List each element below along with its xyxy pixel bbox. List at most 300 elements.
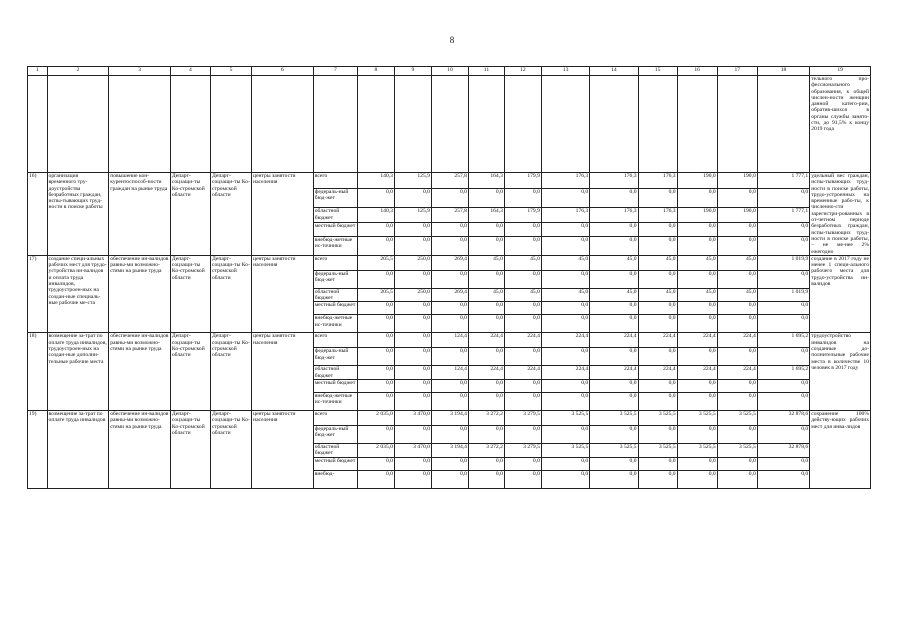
table-row <box>28 255 871 270</box>
empty-cell <box>28 76 48 173</box>
empty-cell <box>170 76 210 173</box>
header-cell: 12 <box>504 67 541 76</box>
funding-source: всего <box>313 411 357 426</box>
amount-cell: 0,0 <box>431 302 468 315</box>
amount-cell: 45,0 <box>504 255 541 270</box>
amount-cell: 176,3 <box>541 208 589 223</box>
amount-cell: 190,0 <box>677 173 717 189</box>
amount-cell: 0,0 <box>717 315 757 333</box>
amount-cell: 0,0 <box>717 270 757 288</box>
amount-cell: 0,0 <box>757 270 809 288</box>
amount-cell: 0,0 <box>590 348 638 366</box>
header-cell: 18 <box>757 67 809 76</box>
amount-cell: 164,3 <box>468 173 504 189</box>
amount-cell: 0,0 <box>504 426 541 444</box>
amount-cell: 0,0 <box>757 189 809 208</box>
amount-cell: 0,0 <box>541 470 589 488</box>
amount-cell: 0,0 <box>677 348 717 366</box>
amount-cell: 124,4 <box>431 366 468 380</box>
amount-cell: 0,0 <box>357 222 394 236</box>
amount-cell: 45,0 <box>590 288 638 302</box>
executor-cell: Департ-соцзащи-ты Ко-стромской области <box>170 333 210 411</box>
amount-cell: 0,0 <box>757 315 809 333</box>
amount-cell: 0,0 <box>394 366 431 380</box>
amount-cell: 3 194,4 <box>431 411 468 426</box>
amount-cell: 250,0 <box>394 255 431 270</box>
amount-cell: 0,0 <box>504 189 541 208</box>
amount-cell: 224,4 <box>717 366 757 380</box>
amount-cell: 140,3 <box>357 208 394 223</box>
amount-cell: 0,0 <box>590 470 638 488</box>
amount-cell: 0,0 <box>677 302 717 315</box>
amount-cell: 3 470,0 <box>394 411 431 426</box>
partners-cell: центры занятости населения <box>252 255 314 333</box>
amount-cell: 0,0 <box>431 426 468 444</box>
empty-cell <box>468 76 504 173</box>
amount-cell: 0,0 <box>357 380 394 393</box>
amount-cell: 0,0 <box>468 457 504 470</box>
amount-cell: 0,0 <box>468 470 504 488</box>
funding-source: внебюд-жетные ис-точники <box>313 315 357 333</box>
empty-cell <box>757 76 809 173</box>
amount-cell: 0,0 <box>757 393 809 411</box>
funding-source: всего <box>313 173 357 189</box>
amount-cell: 0,0 <box>677 380 717 393</box>
amount-cell: 1 777,1 <box>757 173 809 189</box>
amount-cell: 190,0 <box>717 173 757 189</box>
amount-cell: 224,4 <box>468 333 504 348</box>
amount-cell: 0,0 <box>638 315 677 333</box>
measure-task: обеспечение ин-валидов равны-ми возможно-стями на рынке труда <box>109 255 171 333</box>
amount-cell: 0,0 <box>504 222 541 236</box>
empty-cell <box>717 76 757 173</box>
amount-cell: 1 695,2 <box>757 366 809 380</box>
amount-cell: 3 525,5 <box>590 444 638 458</box>
funding-source: всего <box>313 255 357 270</box>
empty-cell <box>638 76 677 173</box>
amount-cell: 0,0 <box>431 236 468 255</box>
amount-cell: 0,0 <box>431 393 468 411</box>
amount-cell: 0,0 <box>717 393 757 411</box>
amount-cell: 0,0 <box>468 270 504 288</box>
funding-source: местный бюджет <box>313 380 357 393</box>
amount-cell: 0,0 <box>677 270 717 288</box>
amount-cell: 3 525,5 <box>677 411 717 426</box>
amount-cell: 0,0 <box>590 457 638 470</box>
amount-cell: 0,0 <box>357 302 394 315</box>
amount-cell: 0,0 <box>357 470 394 488</box>
empty-cell <box>541 76 589 173</box>
funding-source: областной бюджет <box>313 288 357 302</box>
amount-cell: 3 279,5 <box>504 444 541 458</box>
amount-cell: 0,0 <box>757 426 809 444</box>
amount-cell: 0,0 <box>638 457 677 470</box>
amount-cell: 176,3 <box>541 173 589 189</box>
amount-cell: 0,0 <box>541 315 589 333</box>
amount-cell: 45,0 <box>468 255 504 270</box>
funding-source: областной бюджет <box>313 366 357 380</box>
amount-cell: 0,0 <box>590 236 638 255</box>
amount-cell: 0,0 <box>590 426 638 444</box>
row-number: 16) <box>28 173 48 256</box>
amount-cell: 45,0 <box>717 288 757 302</box>
measure-name: создание специ-альных рабочих мест для трудо-устройства ин-валидов и оплата труда инвалидов, трудоустроен-ных на создан-ные специаль-ные рабочие ме-ста <box>47 255 109 333</box>
amount-cell: 3 525,5 <box>677 444 717 458</box>
header-cell: 11 <box>468 67 504 76</box>
amount-cell: 0,0 <box>504 270 541 288</box>
amount-cell: 0,0 <box>394 222 431 236</box>
amount-cell: 0,0 <box>717 302 757 315</box>
amount-cell: 0,0 <box>504 315 541 333</box>
amount-cell: 45,0 <box>717 255 757 270</box>
amount-cell: 0,0 <box>717 189 757 208</box>
amount-cell: 224,4 <box>541 366 589 380</box>
amount-cell: 3 525,5 <box>717 444 757 458</box>
amount-cell: 0,0 <box>468 222 504 236</box>
amount-cell: 0,0 <box>638 236 677 255</box>
header-cell: 13 <box>541 67 589 76</box>
amount-cell: 179,9 <box>504 208 541 223</box>
partners-cell: центры занятости населения <box>252 333 314 411</box>
amount-cell: 0,0 <box>638 348 677 366</box>
amount-cell: 0,0 <box>541 302 589 315</box>
amount-cell: 0,0 <box>590 380 638 393</box>
amount-cell: 224,4 <box>541 333 589 348</box>
amount-cell: 125,9 <box>394 173 431 189</box>
amount-cell: 0,0 <box>541 457 589 470</box>
amount-cell: 0,0 <box>757 380 809 393</box>
amount-cell: 45,0 <box>590 255 638 270</box>
amount-cell: 45,0 <box>677 255 717 270</box>
amount-cell: 0,0 <box>468 189 504 208</box>
amount-cell: 0,0 <box>431 270 468 288</box>
amount-cell: 45,0 <box>541 255 589 270</box>
amount-cell: 224,4 <box>717 333 757 348</box>
measure-task: повышение кон-курентоспособ-ности граждан на рынке труда <box>109 173 171 256</box>
amount-cell: 0,0 <box>677 189 717 208</box>
measure-task: обеспечение ин-валидов равны-ми возможно-стями на рынке труда <box>109 333 171 411</box>
amount-cell: 257,8 <box>431 208 468 223</box>
measure-name: организация временного тру-доустройства безработных граждан, испы-тывающих труд-ности в поиске работы <box>47 173 109 256</box>
amount-cell: 45,0 <box>504 288 541 302</box>
amount-cell: 0,0 <box>431 189 468 208</box>
amount-cell: 250,0 <box>394 288 431 302</box>
amount-cell: 0,0 <box>590 222 638 236</box>
amount-cell: 0,0 <box>357 393 394 411</box>
amount-cell: 0,0 <box>431 470 468 488</box>
funding-source: областной бюджет <box>313 208 357 223</box>
row-number: 18) <box>28 333 48 411</box>
amount-cell: 0,0 <box>431 222 468 236</box>
amount-cell: 224,4 <box>677 333 717 348</box>
amount-cell: 179,9 <box>504 173 541 189</box>
amount-cell: 0,0 <box>504 302 541 315</box>
amount-cell: 0,0 <box>394 270 431 288</box>
amount-cell: 2 035,0 <box>357 411 394 426</box>
funding-source: внебюд-жетные ис-точники <box>313 393 357 411</box>
amount-cell: 190,0 <box>717 208 757 223</box>
amount-cell: 0,0 <box>638 302 677 315</box>
amount-cell: 0,0 <box>394 457 431 470</box>
header-cell: 10 <box>431 67 468 76</box>
amount-cell: 224,4 <box>638 333 677 348</box>
amount-cell: 140,3 <box>357 173 394 189</box>
amount-cell: 1 695,2 <box>757 333 809 348</box>
amount-cell: 0,0 <box>394 315 431 333</box>
header-cell: 1 <box>28 67 48 76</box>
amount-cell: 0,0 <box>504 380 541 393</box>
amount-cell: 0,0 <box>394 236 431 255</box>
amount-cell: 3 272,2 <box>468 411 504 426</box>
continuation-row <box>28 76 871 173</box>
funding-source: федераль-ный бюд-жет <box>313 426 357 444</box>
header-cell: 5 <box>210 67 251 76</box>
amount-cell: 0,0 <box>394 393 431 411</box>
indicator-cell: удельный вес граждан, испы-тывающих труд-ности в поиске работы, трудо-устроенных на временные рабо-ты, к численно-сти зарегистри-рованных в от-четном периоде безработных граждан, испы-тывающих труд-ности в поиске работы, – не ме-нее 2% ежегодно <box>811 173 869 255</box>
header-cell: 4 <box>170 67 210 76</box>
amount-cell: 0,0 <box>717 470 757 488</box>
amount-cell: 0,0 <box>468 426 504 444</box>
amount-cell: 0,0 <box>394 380 431 393</box>
amount-cell: 224,4 <box>677 366 717 380</box>
header-cell: 8 <box>357 67 394 76</box>
header-row <box>28 67 871 76</box>
amount-cell: 0,0 <box>757 470 809 488</box>
amount-cell: 0,0 <box>541 236 589 255</box>
amount-cell: 0,0 <box>677 393 717 411</box>
amount-cell: 0,0 <box>638 380 677 393</box>
amount-cell: 125,9 <box>394 208 431 223</box>
measure-task: обеспечение ин-валидов равны-ми возможно-стями на рынке труда <box>109 411 171 489</box>
amount-cell: 3 525,5 <box>541 411 589 426</box>
amount-cell: 205,5 <box>357 255 394 270</box>
empty-cell <box>252 76 314 173</box>
amount-cell: 0,0 <box>357 189 394 208</box>
amount-cell: 0,0 <box>468 302 504 315</box>
amount-cell: 45,0 <box>468 288 504 302</box>
amount-cell: 0,0 <box>504 393 541 411</box>
amount-cell: 0,0 <box>541 393 589 411</box>
amount-cell: 45,0 <box>541 288 589 302</box>
amount-cell: 0,0 <box>394 348 431 366</box>
executor-cell: Департ-соцзащи-ты Ко-стромской области <box>210 173 251 256</box>
amount-cell: 0,0 <box>394 189 431 208</box>
amount-cell: 0,0 <box>638 426 677 444</box>
amount-cell: 269,4 <box>431 288 468 302</box>
empty-cell <box>47 76 109 173</box>
amount-cell: 224,4 <box>638 366 677 380</box>
table-row <box>28 333 871 348</box>
empty-cell <box>313 76 357 173</box>
amount-cell: 0,0 <box>357 333 394 348</box>
amount-cell: 0,0 <box>677 222 717 236</box>
amount-cell: 0,0 <box>394 333 431 348</box>
amount-cell: 0,0 <box>717 236 757 255</box>
amount-cell: 32 878,6 <box>757 411 809 426</box>
measure-name: возмещение за-трат по оплате труда инвалидов, трудоустроен-ных на создан-ные дополни-тельные рабочие места <box>47 333 109 411</box>
amount-cell: 1 777,1 <box>757 208 809 223</box>
executor-cell: Департ-соцзащи-ты Ко-стромской области <box>170 173 210 256</box>
amount-cell: 224,4 <box>504 333 541 348</box>
amount-cell: 0,0 <box>357 366 394 380</box>
amount-cell: 0,0 <box>541 270 589 288</box>
header-cell: 9 <box>394 67 431 76</box>
amount-cell: 0,0 <box>638 470 677 488</box>
amount-cell: 1 019,9 <box>757 255 809 270</box>
empty-cell <box>210 76 251 173</box>
funding-source: местный бюджет <box>313 222 357 236</box>
amount-cell: 0,0 <box>590 270 638 288</box>
amount-cell: 0,0 <box>357 315 394 333</box>
executor-cell: Департ-соцзащи-ты Ко-стромской области <box>210 255 251 333</box>
amount-cell: 0,0 <box>431 348 468 366</box>
amount-cell: 0,0 <box>541 222 589 236</box>
amount-cell: 3 525,5 <box>717 411 757 426</box>
amount-cell: 3 279,5 <box>504 411 541 426</box>
amount-cell: 0,0 <box>757 236 809 255</box>
indicator-cell: создание в 2017 году не менее 1 специ-ального рабочего места для трудо-устройства ин-валидов <box>810 255 871 333</box>
row-number: 17) <box>28 255 48 333</box>
amount-cell: 176,3 <box>590 208 638 223</box>
amount-cell: 0,0 <box>468 236 504 255</box>
amount-cell: 0,0 <box>357 457 394 470</box>
amount-cell: 0,0 <box>394 426 431 444</box>
amount-cell: 0,0 <box>717 457 757 470</box>
amount-cell: 0,0 <box>638 189 677 208</box>
amount-cell: 0,0 <box>504 457 541 470</box>
indicator-cell: трудоустройство инвалидов на созданные до-полнительные рабочие места в количестве 10 человек в 2017 году <box>810 333 871 411</box>
indicator-cell: сохранение 100% действу-ющих рабочих мест для инва-лидов <box>810 411 871 489</box>
row-number: 19) <box>28 411 48 489</box>
amount-cell: 0,0 <box>468 380 504 393</box>
amount-cell: 0,0 <box>431 315 468 333</box>
header-cell: 3 <box>109 67 171 76</box>
amount-cell: 0,0 <box>357 348 394 366</box>
executor-cell: Департ-соцзащи-ты Ко-стромской области <box>170 411 210 489</box>
amount-cell: 2 035,0 <box>357 444 394 458</box>
amount-cell: 0,0 <box>677 426 717 444</box>
executor-cell: Департ-соцзащи-ты Ко-стромской области <box>170 255 210 333</box>
amount-cell: 3 272,2 <box>468 444 504 458</box>
amount-cell: 0,0 <box>677 236 717 255</box>
funding-source: внебюд- <box>313 470 357 488</box>
table-row <box>28 173 871 189</box>
amount-cell: 3 470,0 <box>394 444 431 458</box>
amount-cell: 0,0 <box>357 236 394 255</box>
header-cell: 2 <box>47 67 109 76</box>
amount-cell: 0,0 <box>757 222 809 236</box>
header-cell: 19 <box>810 67 871 76</box>
amount-cell: 0,0 <box>590 302 638 315</box>
amount-cell: 0,0 <box>677 315 717 333</box>
empty-cell <box>394 76 431 173</box>
amount-cell: 0,0 <box>590 189 638 208</box>
amount-cell: 269,4 <box>431 255 468 270</box>
amount-cell: 45,0 <box>677 288 717 302</box>
amount-cell: 0,0 <box>504 348 541 366</box>
funding-source: местный бюджет <box>313 302 357 315</box>
amount-cell: 0,0 <box>541 348 589 366</box>
amount-cell: 224,4 <box>590 366 638 380</box>
amount-cell: 0,0 <box>638 222 677 236</box>
partners-cell: центры занятости населения <box>252 173 314 256</box>
amount-cell: 0,0 <box>357 270 394 288</box>
amount-cell: 0,0 <box>590 393 638 411</box>
partners-cell: центры занятости населения <box>252 411 314 489</box>
header-cell: 7 <box>313 67 357 76</box>
empty-cell <box>504 76 541 173</box>
amount-cell: 0,0 <box>394 470 431 488</box>
amount-cell: 176,3 <box>590 173 638 189</box>
amount-cell: 1 019,9 <box>757 288 809 302</box>
amount-cell: 3 525,5 <box>541 444 589 458</box>
measure-name: возмещение за-трат по оплате труда инвалидов <box>47 411 109 489</box>
header-cell: 17 <box>717 67 757 76</box>
amount-cell: 0,0 <box>757 302 809 315</box>
amount-cell: 0,0 <box>357 426 394 444</box>
amount-cell: 0,0 <box>431 457 468 470</box>
amount-cell: 224,4 <box>504 366 541 380</box>
amount-cell: 0,0 <box>590 315 638 333</box>
amount-cell: 0,0 <box>541 189 589 208</box>
amount-cell: 3 525,5 <box>638 411 677 426</box>
amount-cell: 0,0 <box>677 470 717 488</box>
amount-cell: 0,0 <box>541 380 589 393</box>
amount-cell: 3 525,5 <box>638 444 677 458</box>
header-cell: 14 <box>590 67 638 76</box>
amount-cell: 32 878,6 <box>757 444 809 458</box>
amount-cell: 176,3 <box>638 208 677 223</box>
amount-cell: 224,4 <box>468 366 504 380</box>
amount-cell: 45,0 <box>638 288 677 302</box>
funding-source: федераль-ный бюд-жет <box>313 189 357 208</box>
amount-cell: 0,0 <box>638 393 677 411</box>
amount-cell: 0,0 <box>468 393 504 411</box>
amount-cell: 257,8 <box>431 173 468 189</box>
funding-source: федераль-ный бюд-жет <box>313 348 357 366</box>
amount-cell: 45,0 <box>638 255 677 270</box>
funding-source: местный бюджет <box>313 457 357 470</box>
amount-cell: 0,0 <box>717 426 757 444</box>
amount-cell: 0,0 <box>717 348 757 366</box>
amount-cell: 0,0 <box>757 348 809 366</box>
header-cell: 16 <box>677 67 717 76</box>
amount-cell: 3 194,4 <box>431 444 468 458</box>
amount-cell: 0,0 <box>431 380 468 393</box>
funding-source: областной бюджет <box>313 444 357 458</box>
amount-cell: 224,4 <box>590 333 638 348</box>
funding-source: федераль-ный бюд-жет <box>313 270 357 288</box>
amount-cell: 0,0 <box>717 380 757 393</box>
amount-cell: 0,0 <box>504 470 541 488</box>
amount-cell: 0,0 <box>757 457 809 470</box>
funding-source: всего <box>313 333 357 348</box>
amount-cell: 0,0 <box>677 457 717 470</box>
empty-cell <box>677 76 717 173</box>
program-table <box>27 66 871 489</box>
executor-cell: Департ-соцзащи-ты Ко-стромской области <box>210 333 251 411</box>
amount-cell: 164,3 <box>468 208 504 223</box>
amount-cell: 0,0 <box>468 315 504 333</box>
amount-cell: 205,5 <box>357 288 394 302</box>
funding-source: внебюд-жетные ис-точники <box>313 236 357 255</box>
empty-cell <box>431 76 468 173</box>
header-cell: 6 <box>252 67 314 76</box>
amount-cell: 0,0 <box>504 236 541 255</box>
amount-cell: 0,0 <box>394 302 431 315</box>
amount-cell: 176,3 <box>638 173 677 189</box>
empty-cell <box>109 76 171 173</box>
